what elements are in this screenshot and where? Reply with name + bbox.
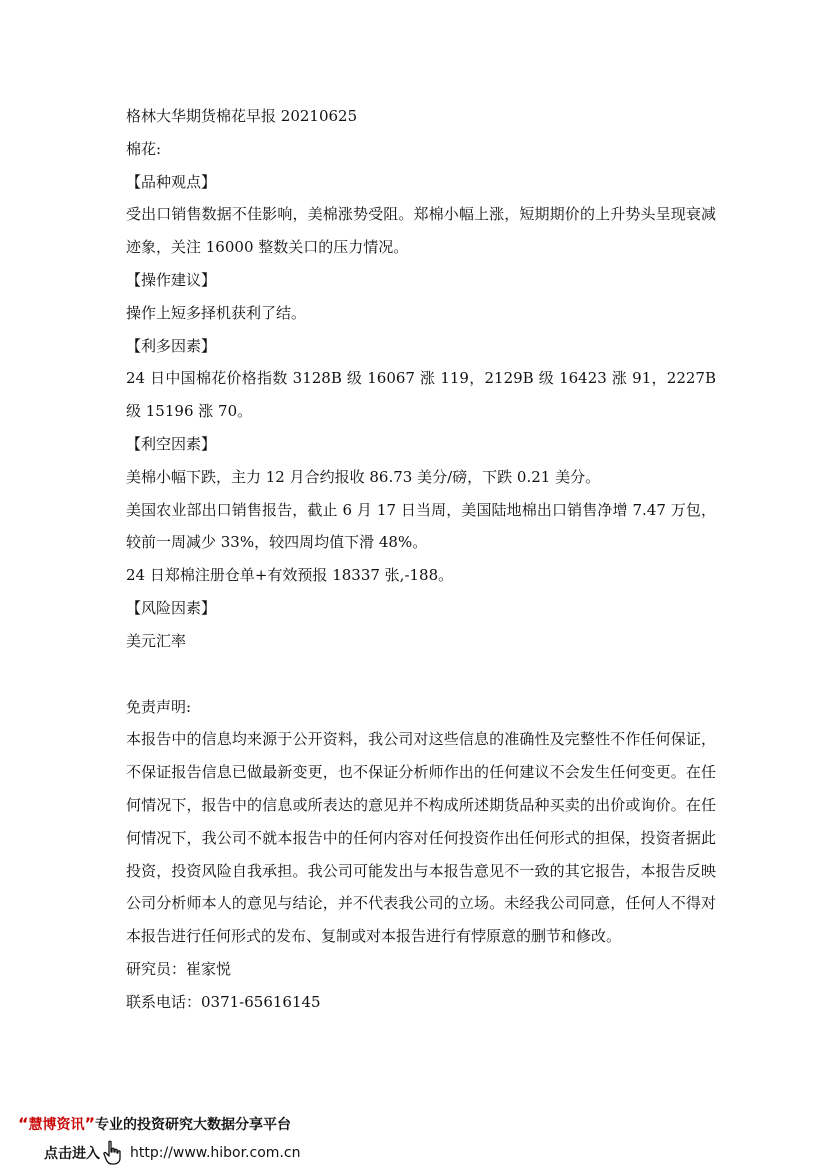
bearish-heading: 【利空因素】: [126, 434, 217, 453]
report-title: 格林大华期货棉花早报 20210625: [126, 107, 358, 125]
disclaimer-text: 本报告中的信息均来源于公开资料，我公司对这些信息的准确性及完整性不作任何保证，不保证报告信息已做最新变更，也不保证分析师作出的任何建议不会发生任何变更。在任何情况下，报告中的信息或所表达的意见并不构成所述期货品种买卖的出价或询价。在任何情况下，我公司不就本报告中的任何内容对任何投资作出任何形式的担保，投资者据此投资，投资风险自我承担。我公司可能发出与本报告意见不一致的其它报告，本报告反映公司分析师本人的意见与结论，并不代表我公司的立场。未经我公司同意，任何人不得对本报告进行任何形式的发布、复制或对本报告进行有悖原意的删节和修改。: [126, 730, 716, 946]
commodity-label: 棉花:: [126, 139, 162, 158]
brand-name: 慧博资讯: [28, 1117, 85, 1133]
view-heading: 【品种观点】: [126, 172, 217, 191]
contact-phone: 联系电话：0371-65616145: [126, 992, 321, 1011]
quote-close: ”: [84, 1114, 96, 1133]
advice-text: 操作上短多择机获利了结。: [126, 303, 307, 322]
bullish-heading: 【利多因素】: [126, 336, 217, 355]
bearish-item: 美棉小幅下跌，主力 12 月合约报收 86.73 美分/磅，下跌 0.21 美分。: [126, 467, 601, 486]
risk-text: 美元汇率: [126, 631, 187, 650]
brand-tagline: 专业的投资研究大数据分享平台: [95, 1117, 292, 1133]
researcher-name: 研究员：崔家悦: [126, 959, 232, 978]
entry-link[interactable]: [44, 1140, 300, 1166]
hand-cursor-icon: [102, 1140, 124, 1166]
entry-label: 点击进入: [44, 1146, 100, 1162]
spacer: [126, 658, 716, 691]
bullish-text: 24 日中国棉花价格指数 3128B 级 16067 涨 119，2129B 级 16423 涨 91，2227B 级 15196 涨 70。: [126, 369, 716, 421]
advice-heading: 【操作建议】: [126, 270, 217, 289]
quote-open: “: [18, 1114, 29, 1133]
promo-footer: [0, 1106, 826, 1169]
brand-line: [18, 1114, 291, 1134]
risk-heading: 【风险因素】: [126, 598, 217, 617]
site-url[interactable]: http://www.hibor.com.cn: [130, 1145, 301, 1161]
report-body: [126, 100, 716, 1019]
disclaimer-heading: 免责声明:: [126, 697, 192, 716]
bearish-item: 24 日郑棉注册仓单+有效预报 18337 张,-188。: [126, 566, 454, 585]
view-text: 受出口销售数据不佳影响，美棉涨势受阻。郑棉小幅上涨，短期期价的上升势头呈现衰减迹象，关注 16000 整数关口的压力情况。: [126, 205, 716, 257]
bearish-item: 美国农业部出口销售报告，截止 6 月 17 日当周，美国陆地棉出口销售净增 7.47 万包，较前一周减少 33%，较四周均值下滑 48%。: [126, 500, 716, 552]
